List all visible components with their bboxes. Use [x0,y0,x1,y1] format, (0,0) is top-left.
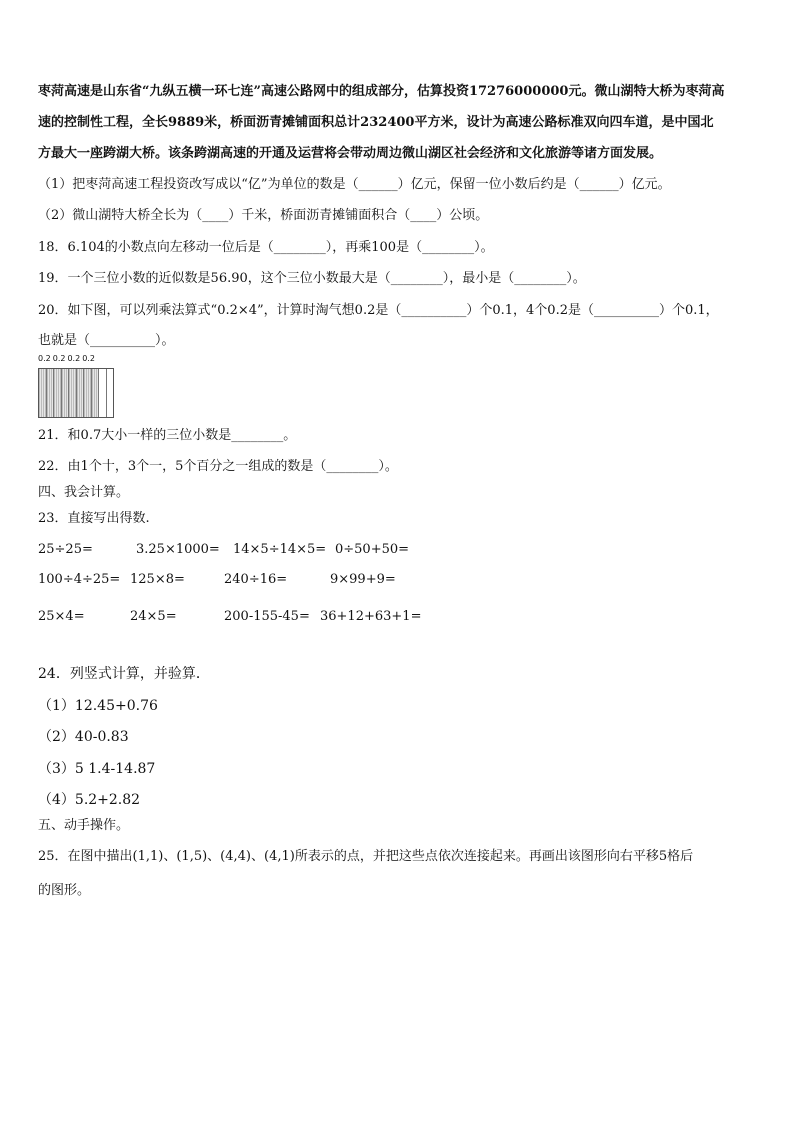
strip-cell [107,369,114,417]
calc-item: 24×5= [130,609,177,624]
question-25-line-1: 25．在图中描出(1,1)、(1,5)、(4,4)、(4,1)所表示的点，并把这些点依次连接起来。再画出该图形向右平移5格后 [38,849,694,864]
intro-line-3: 方最大一座跨湖大桥。该条跨湖高速的开通及运营将会带动周边微山湖区社会经济和文化旅游等诸方面发展。 [38,146,663,161]
decimal-strip [38,368,114,418]
strip-label: 0.2 [67,354,81,363]
question-24-item: （1）12.45+0.76 [38,698,158,714]
strip-cell-shaded [47,369,55,417]
question-20-line-2: 也就是（__________）。 [38,333,175,348]
strip-label: 0.2 [38,354,51,363]
strip-cell-shaded [77,369,85,417]
question-19: 19．一个三位小数的近似数是56.90，这个三位小数最大是（________），最小是（________）。 [38,271,586,286]
question-21: 21．和0.7大小一样的三位小数是________。 [38,428,297,443]
question-24-item: （3）5 1.4-14.87 [38,761,156,777]
question-22: 22．由1个十，3个一，5个百分之一组成的数是（________）。 [38,459,398,474]
strip-cell-shaded [84,369,92,417]
strip-label: 0.2 [82,354,95,363]
calc-item: 3.25×1000= [136,542,220,557]
strip-cell-shaded [62,369,70,417]
calc-item: 0÷50+50= [335,542,410,557]
question-24-item: （2）40-0.83 [38,729,129,745]
strip-labels [38,354,97,363]
section-5-heading: 五、动手操作。 [38,818,130,833]
section-4-heading: 四、我会计算。 [38,485,130,500]
question-17-2: （2）微山湖特大桥全长为（____）千米，桥面沥青摊铺面积合（____）公顷。 [38,208,489,223]
calc-item: 9×99+9= [330,572,396,587]
strip-label: 0.2 [52,354,66,363]
calc-item: 25×4= [38,609,85,624]
intro-line-2: 速的控制性工程，全长9889米，桥面沥青摊铺面积总计232400平方米，设计为高速公路标准双向四车道，是中国北 [38,115,714,130]
question-20-line-1: 20．如下图，可以列乘法算式“0.2×4”，计算时淘气想0.2是（__________）个0.1，4个0.2是（__________）个0.1， [38,303,719,318]
calc-item: 14×5÷14×5= [233,542,327,557]
strip-cell-shaded [54,369,62,417]
question-25-line-2: 的图形。 [38,883,91,898]
calc-item: 200-155-45= [224,609,310,624]
decimal-strip-figure [38,354,118,418]
question-24-title: 24．列竖式计算，并验算． [38,666,210,682]
question-23-title: 23．直接写出得数. [38,511,150,526]
question-24-item: （4）5.2+2.82 [38,792,141,808]
strip-cell-shaded [92,369,100,417]
intro-line-1: 枣菏高速是山东省“九纵五横一环七连”高速公路网中的组成部分，估算投资17276000000元。微山湖特大桥为枣菏高 [38,84,725,99]
calc-item: 36+12+63+1= [320,609,422,624]
calc-item: 125×8= [130,572,185,587]
strip-cell [99,369,107,417]
calc-item: 100÷4÷25= [38,572,121,587]
strip-cell-shaded [39,369,47,417]
question-17-1: （1）把枣菏高速工程投资改写成以“亿”为单位的数是（______）亿元，保留一位小数后约是（______）亿元。 [38,177,671,192]
strip-cell-shaded [69,369,77,417]
question-18: 18．6.104的小数点向左移动一位后是（________），再乘100是（________）。 [38,240,494,255]
calc-item: 25÷25= [38,542,93,557]
calc-item: 240÷16= [224,572,288,587]
